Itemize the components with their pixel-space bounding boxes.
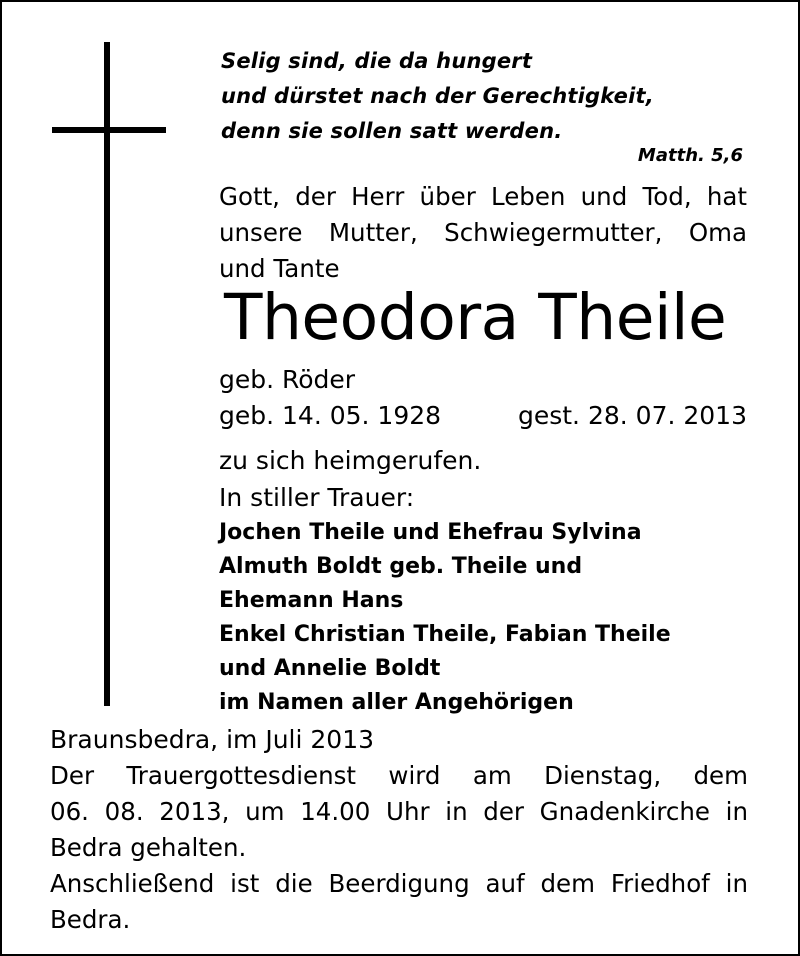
- mourner-line: Enkel Christian Theile, Fabian Theile: [219, 622, 671, 647]
- service-line: Bedra.: [50, 905, 131, 934]
- intro-text: [219, 179, 747, 287]
- intro-line: Gott, der Herr über Leben und Tod, hat: [219, 182, 747, 211]
- mourner-line: und Annelie Boldt: [219, 656, 441, 681]
- service-line: Anschließend ist die Beerdigung auf dem Friedhof in: [50, 869, 748, 898]
- cross-vertical-bar: [104, 42, 110, 706]
- birth-date: geb. 14. 05. 1928: [219, 401, 442, 430]
- bible-verse: [221, 44, 654, 149]
- birth-name: geb. Röder: [219, 365, 356, 394]
- verse-reference: Matth. 5,6: [637, 145, 743, 166]
- intro-line: und Tante: [219, 254, 340, 283]
- mourners-intro: In stiller Trauer:: [219, 483, 415, 512]
- service-line: 06. 08. 2013, um 14.00 Uhr in der Gnadenkirche in: [50, 797, 748, 826]
- place-and-date: Braunsbedra, im Juli 2013: [50, 725, 374, 754]
- mourner-line: im Namen aller Angehörigen: [219, 690, 574, 715]
- called-home-text: zu sich heimgerufen.: [219, 446, 482, 475]
- deceased-name: Theodora Theile: [224, 281, 727, 354]
- mourners-list: [219, 516, 671, 720]
- verse-line: Selig sind, die da hungert: [221, 49, 533, 73]
- mourner-line: Almuth Boldt geb. Theile und: [219, 554, 583, 579]
- verse-line: denn sie sollen satt werden.: [221, 119, 563, 143]
- intro-line: unsere Mutter, Schwiegermutter, Oma: [219, 218, 747, 247]
- cross-horizontal-bar: [52, 127, 166, 133]
- service-line: Der Trauergottesdienst wird am Dienstag, dem: [50, 761, 748, 790]
- death-date: gest. 28. 07. 2013: [517, 401, 747, 430]
- verse-line: und dürstet nach der Gerechtigkeit,: [221, 84, 654, 108]
- mourner-line: Jochen Theile und Ehefrau Sylvina: [219, 520, 642, 545]
- service-info: [50, 758, 748, 938]
- mourner-line: Ehemann Hans: [219, 588, 404, 613]
- life-dates: [219, 398, 747, 434]
- service-line: Bedra gehalten.: [50, 833, 247, 862]
